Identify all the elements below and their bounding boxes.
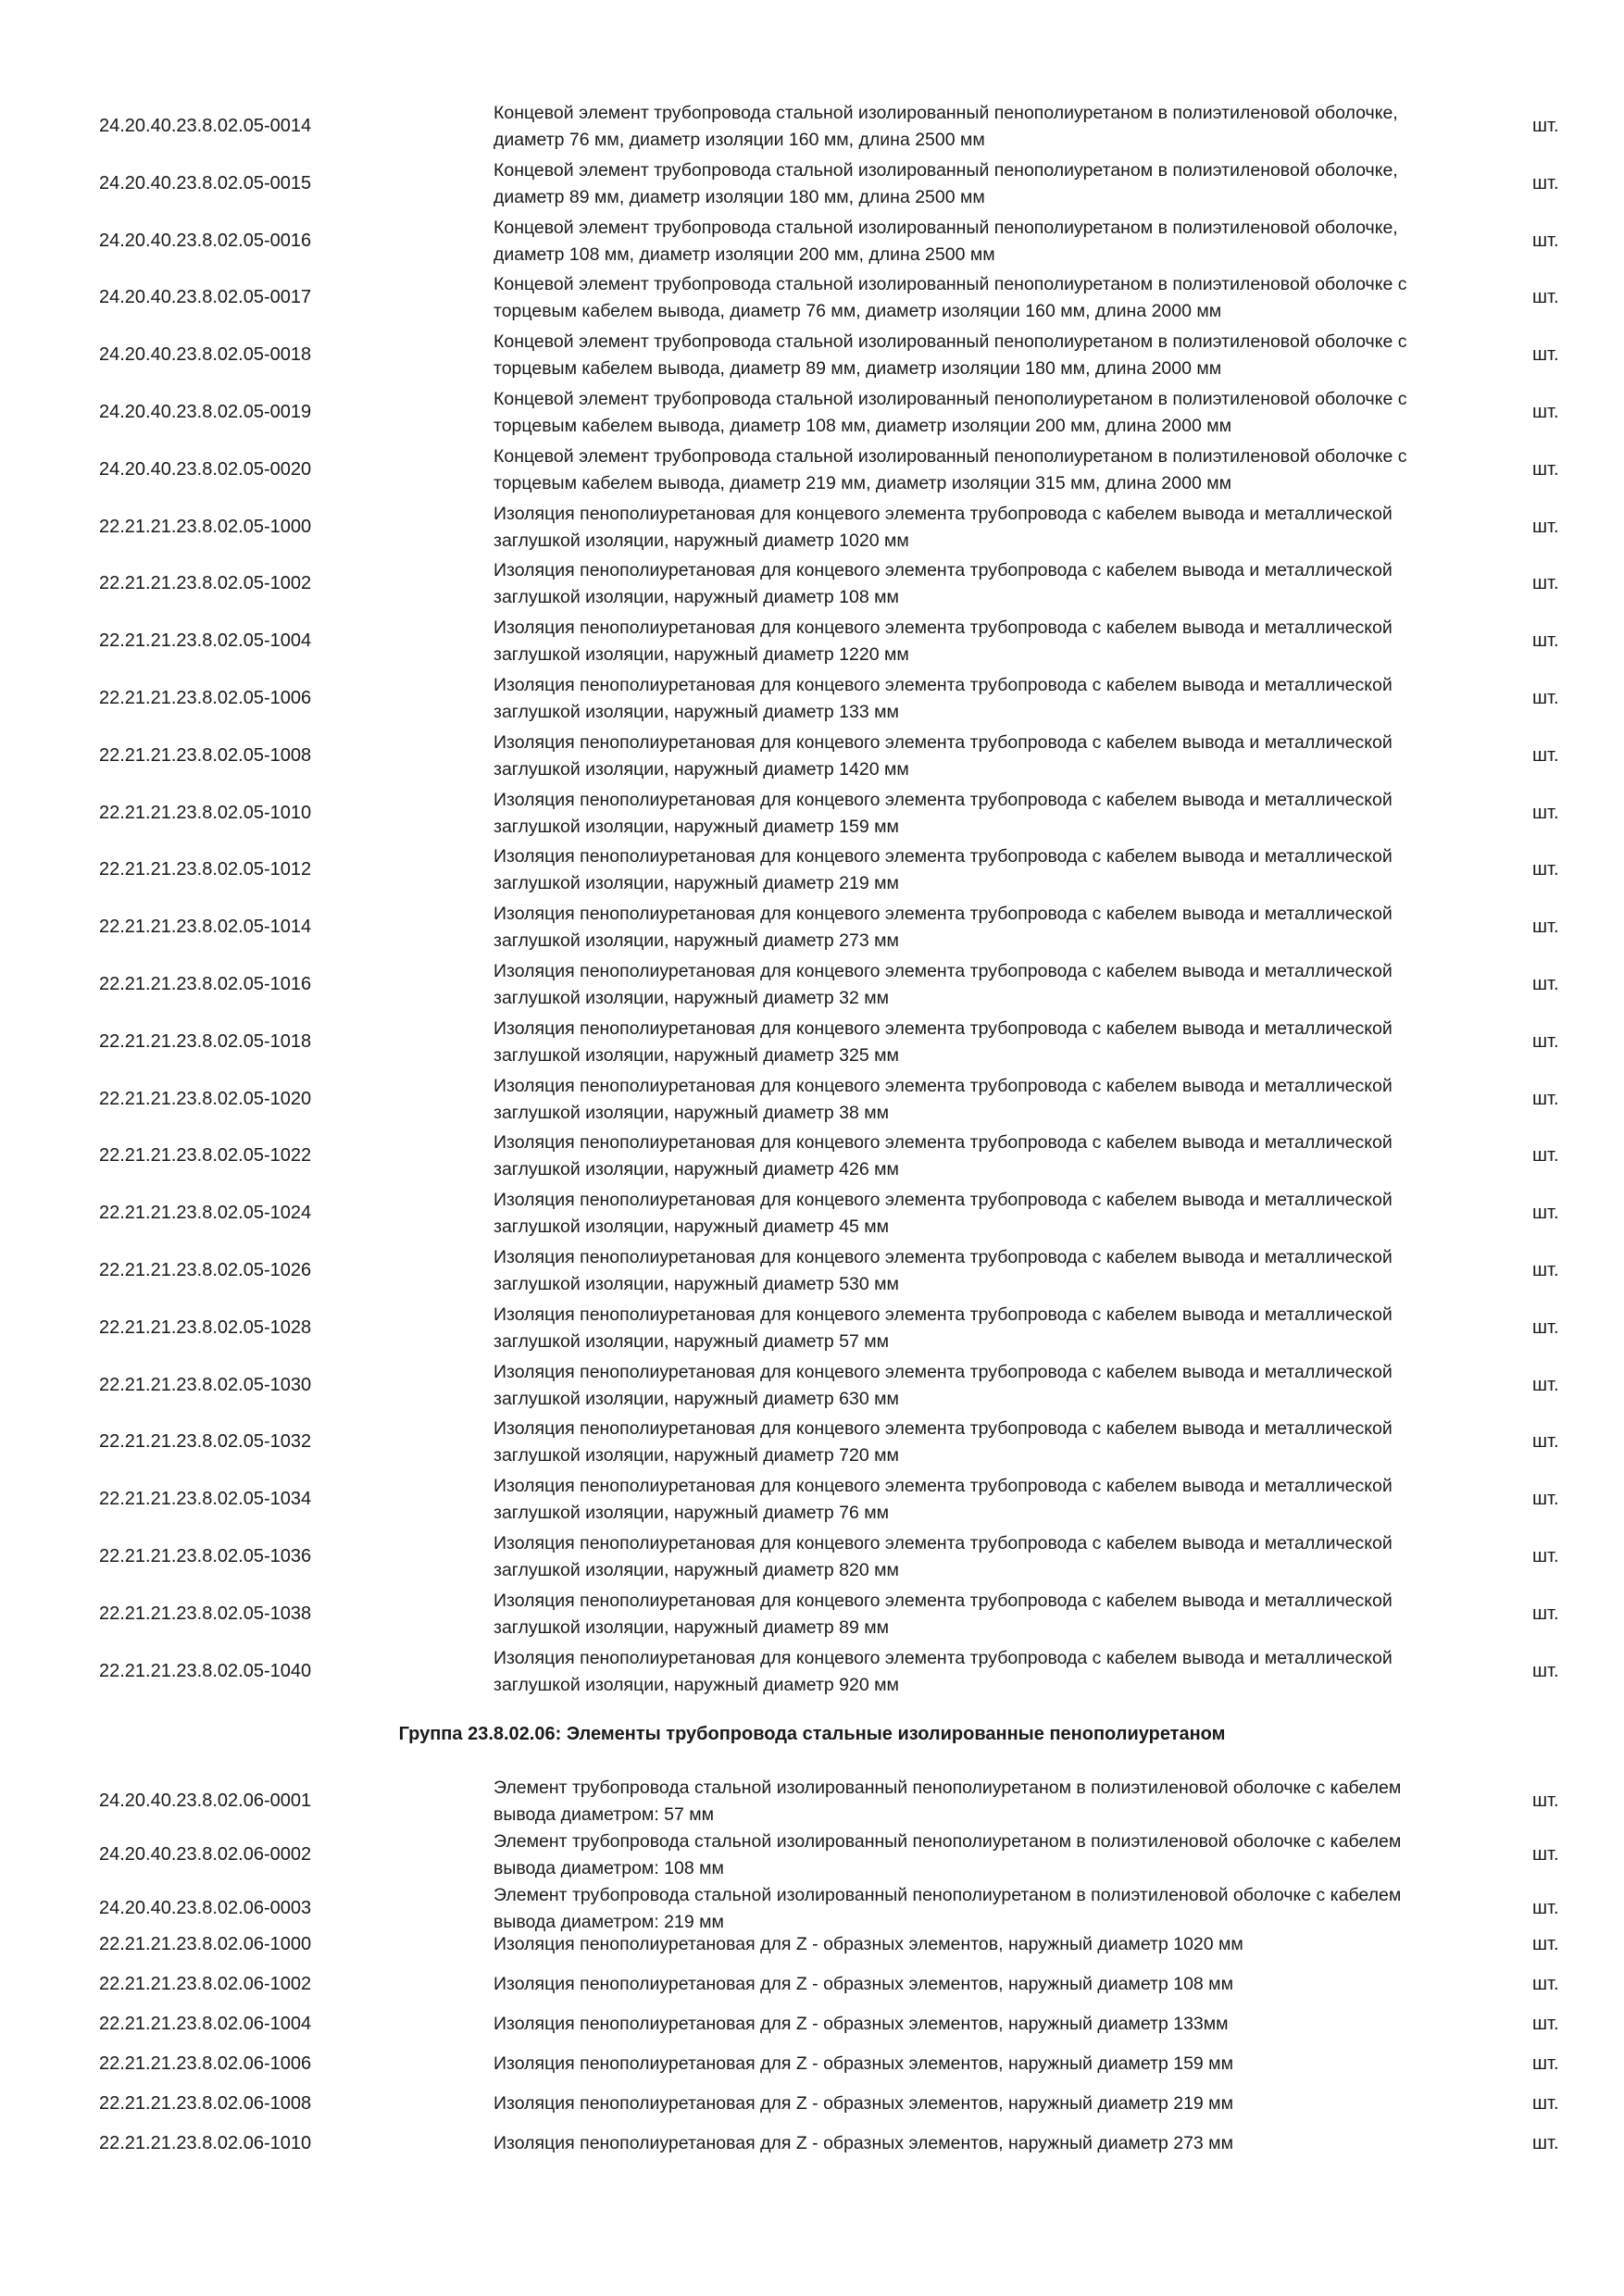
item-description: Концевой элемент трубопровода стальной изолированный пенополиуретаном в полиэтиленовой оболочке, диаметр 89 мм, диаметр изоляции 180 мм, длина 2500 мм	[493, 160, 1398, 207]
item-description: Концевой элемент трубопровода стальной изолированный пенополиуретаном в полиэтиленовой оболочке, диаметр 108 мм, диаметр изоляции 200 мм, длина 2500 мм	[493, 218, 1398, 265]
item-description: Концевой элемент трубопровода стальной изолированный пенополиуретаном в полиэтиленовой оболочке с торцевым кабелем вывода, диаметр 219 мм, диаметр изоляции 315 мм, длина 2000 мм	[493, 446, 1407, 493]
item-code: 22.21.21.23.8.02.05-1016	[99, 974, 312, 994]
item-description: Изоляция пенополиуретановая для концевого элемента трубопровода с кабелем вывода и металлической заглушкой изоляции, наружный диаметр 133 мм	[493, 675, 1393, 722]
item-code: 22.21.21.23.8.02.05-1040	[99, 1661, 312, 1681]
item-code: 22.21.21.23.8.02.05-1002	[99, 573, 312, 593]
item-description: Концевой элемент трубопровода стальной изолированный пенополиуретаном в полиэтиленовой оболочке с торцевым кабелем вывода, диаметр 108 мм, диаметр изоляции 200 мм, длина 2000 мм	[493, 389, 1407, 436]
item-unit: шт.	[1532, 1934, 1559, 1954]
item-unit: шт.	[1532, 459, 1559, 480]
item-description: Изоляция пенополиуретановая для концевого элемента трубопровода с кабелем вывода и металлической заглушкой изоляции, наружный диаметр 720 мм	[493, 1418, 1393, 1466]
item-unit: шт.	[1532, 1031, 1559, 1052]
item-code: 24.20.40.23.8.02.06-0001	[99, 1791, 312, 1811]
item-code: 24.20.40.23.8.02.05-0014	[99, 116, 312, 136]
item-code: 22.21.21.23.8.02.05-1034	[99, 1489, 312, 1509]
item-unit: шт.	[1532, 573, 1559, 593]
item-code: 22.21.21.23.8.02.05-1008	[99, 745, 312, 766]
item-unit: шт.	[1532, 231, 1559, 251]
item-description: Изоляция пенополиуретановая для Z - образных элементов, наружный диаметр 108 мм	[493, 1974, 1233, 1994]
item-description: Изоляция пенополиуретановая для концевого элемента трубопровода с кабелем вывода и металлической заглушкой изоляции, наружный диаметр 45 мм	[493, 1190, 1393, 1237]
item-description: Концевой элемент трубопровода стальной изолированный пенополиуретаном в полиэтиленовой оболочке, диаметр 76 мм, диаметр изоляции 160 мм, длина 2500 мм	[493, 103, 1398, 150]
item-unit: шт.	[1532, 116, 1559, 136]
item-unit: шт.	[1532, 344, 1559, 365]
item-unit: шт.	[1532, 1489, 1559, 1509]
item-code: 22.21.21.23.8.02.05-1018	[99, 1031, 312, 1052]
item-code: 22.21.21.23.8.02.06-1004	[99, 2014, 312, 2034]
item-unit: шт.	[1532, 1546, 1559, 1566]
item-unit: шт.	[1532, 2014, 1559, 2034]
item-description: Изоляция пенополиуретановая для концевого элемента трубопровода с кабелем вывода и металлической заглушкой изоляции, наружный диаметр 76 мм	[493, 1476, 1393, 1523]
item-description: Изоляция пенополиуретановая для концевого элемента трубопровода с кабелем вывода и металлической заглушкой изоляции, наружный диаметр 57 мм	[493, 1304, 1393, 1352]
item-unit: шт.	[1532, 517, 1559, 537]
item-description: Изоляция пенополиуретановая для концевого элемента трубопровода с кабелем вывода и металлической заглушкой изоляции, наружный диаметр 38 мм	[493, 1076, 1393, 1123]
item-description: Изоляция пенополиуретановая для концевого элемента трубопровода с кабелем вывода и металлической заглушкой изоляции, наружный диаметр 325 мм	[493, 1018, 1393, 1066]
item-code: 22.21.21.23.8.02.05-1010	[99, 803, 312, 823]
item-code: 22.21.21.23.8.02.06-1006	[99, 2053, 312, 2074]
item-unit: шт.	[1532, 1898, 1559, 1918]
item-unit: шт.	[1532, 2133, 1559, 2153]
item-unit: шт.	[1532, 803, 1559, 823]
item-unit: шт.	[1532, 1431, 1559, 1452]
item-description: Изоляция пенополиуретановая для концевого элемента трубопровода с кабелем вывода и металлической заглушкой изоляции, наружный диаметр 1020 мм	[493, 504, 1393, 551]
item-unit: шт.	[1532, 1844, 1559, 1865]
group-heading: Группа 23.8.02.06: Элементы трубопровода стальные изолированные пенополиуретаном	[398, 1724, 1226, 1744]
item-unit: шт.	[1532, 1661, 1559, 1681]
item-code: 24.20.40.23.8.02.06-0002	[99, 1844, 312, 1865]
item-description: Изоляция пенополиуретановая для Z - образных элементов, наружный диаметр 133мм	[493, 2014, 1229, 2034]
item-unit: шт.	[1532, 1089, 1559, 1109]
item-unit: шт.	[1532, 1145, 1559, 1166]
item-code: 22.21.21.23.8.02.05-1030	[99, 1375, 312, 1395]
item-description: Концевой элемент трубопровода стальной изолированный пенополиуретаном в полиэтиленовой оболочке с торцевым кабелем вывода, диаметр 76 мм, диаметр изоляции 160 мм, длина 2000 мм	[493, 274, 1407, 321]
item-unit: шт.	[1532, 859, 1559, 880]
item-code: 24.20.40.23.8.02.05-0019	[99, 402, 312, 422]
item-code: 22.21.21.23.8.02.05-1014	[99, 917, 312, 937]
item-unit: шт.	[1532, 1791, 1559, 1811]
item-code: 22.21.21.23.8.02.05-1012	[99, 859, 312, 880]
item-code: 22.21.21.23.8.02.06-1002	[99, 1974, 312, 1994]
item-description: Элемент трубопровода стальной изолированный пенополиуретаном в полиэтиленовой оболочке с кабелем вывода диаметром: 57 мм	[493, 1778, 1402, 1825]
item-code: 24.20.40.23.8.02.06-0003	[99, 1898, 312, 1918]
item-description: Изоляция пенополиуретановая для концевого элемента трубопровода с кабелем вывода и металлической заглушкой изоляции, наружный диаметр 219 мм	[493, 846, 1393, 893]
item-code: 22.21.21.23.8.02.05-1026	[99, 1260, 312, 1280]
item-code: 22.21.21.23.8.02.05-1000	[99, 517, 312, 537]
item-code: 22.21.21.23.8.02.06-1000	[99, 1934, 312, 1954]
item-unit: шт.	[1532, 2053, 1559, 2074]
item-description: Изоляция пенополиуретановая для концевого элемента трубопровода с кабелем вывода и металлической заглушкой изоляции, наружный диаметр 426 мм	[493, 1132, 1393, 1179]
item-code: 24.20.40.23.8.02.05-0016	[99, 231, 312, 251]
item-description: Изоляция пенополиуретановая для Z - образных элементов, наружный диаметр 1020 мм	[493, 1934, 1243, 1954]
item-unit: шт.	[1532, 402, 1559, 422]
item-description: Изоляция пенополиуретановая для концевого элемента трубопровода с кабелем вывода и металлической заглушкой изоляции, наружный диаметр 1220 мм	[493, 618, 1393, 665]
item-code: 22.21.21.23.8.02.06-1010	[99, 2133, 312, 2153]
item-description: Изоляция пенополиуретановая для концевого элемента трубопровода с кабелем вывода и металлической заглушкой изоляции, наружный диаметр 89 мм	[493, 1591, 1393, 1638]
item-description: Изоляция пенополиуретановая для концевого элемента трубопровода с кабелем вывода и металлической заглушкой изоляции, наружный диаметр 108 мм	[493, 560, 1393, 607]
item-unit: шт.	[1532, 2093, 1559, 2114]
item-unit: шт.	[1532, 1974, 1559, 1994]
item-code: 24.20.40.23.8.02.05-0018	[99, 344, 312, 365]
item-unit: шт.	[1532, 1317, 1559, 1338]
item-code: 24.20.40.23.8.02.05-0020	[99, 459, 312, 480]
item-code: 22.21.21.23.8.02.05-1020	[99, 1089, 312, 1109]
item-unit: шт.	[1532, 917, 1559, 937]
item-description: Изоляция пенополиуретановая для концевого элемента трубопровода с кабелем вывода и металлической заглушкой изоляции, наружный диаметр 530 мм	[493, 1247, 1393, 1294]
item-description: Изоляция пенополиуретановая для концевого элемента трубопровода с кабелем вывода и металлической заглушкой изоляции, наружный диаметр 820 мм	[493, 1533, 1393, 1580]
item-code: 22.21.21.23.8.02.05-1032	[99, 1431, 312, 1452]
item-unit: шт.	[1532, 974, 1559, 994]
item-unit: шт.	[1532, 287, 1559, 307]
item-code: 24.20.40.23.8.02.05-0015	[99, 173, 312, 193]
item-code: 22.21.21.23.8.02.05-1028	[99, 1317, 312, 1338]
item-code: 22.21.21.23.8.02.05-1004	[99, 630, 312, 651]
item-unit: шт.	[1532, 1603, 1559, 1624]
item-description: Изоляция пенополиуретановая для Z - образных элементов, наружный диаметр 273 мм	[493, 2133, 1233, 2153]
item-description: Изоляция пенополиуретановая для концевого элемента трубопровода с кабелем вывода и металлической заглушкой изоляции, наружный диаметр 273 мм	[493, 904, 1393, 951]
item-description: Концевой элемент трубопровода стальной изолированный пенополиуретаном в полиэтиленовой оболочке с торцевым кабелем вывода, диаметр 89 мм, диаметр изоляции 180 мм, длина 2000 мм	[493, 331, 1407, 379]
item-unit: шт.	[1532, 688, 1559, 708]
item-description: Изоляция пенополиуретановая для концевого элемента трубопровода с кабелем вывода и металлической заглушкой изоляции, наружный диаметр 630 мм	[493, 1362, 1393, 1409]
item-code: 22.21.21.23.8.02.05-1038	[99, 1603, 312, 1624]
item-description: Изоляция пенополиуретановая для концевого элемента трубопровода с кабелем вывода и металлической заглушкой изоляции, наружный диаметр 920 мм	[493, 1648, 1393, 1695]
item-description: Изоляция пенополиуретановая для концевого элемента трубопровода с кабелем вывода и металлической заглушкой изоляции, наружный диаметр 1420 мм	[493, 732, 1393, 780]
item-code: 22.21.21.23.8.02.05-1022	[99, 1145, 312, 1166]
item-unit: шт.	[1532, 745, 1559, 766]
item-description: Изоляция пенополиуретановая для концевого элемента трубопровода с кабелем вывода и металлической заглушкой изоляции, наружный диаметр 32 мм	[493, 961, 1393, 1008]
item-description: Элемент трубопровода стальной изолированный пенополиуретаном в полиэтиленовой оболочке с кабелем вывода диаметром: 108 мм	[493, 1831, 1402, 1878]
item-unit: шт.	[1532, 1260, 1559, 1280]
item-description: Изоляция пенополиуретановая для Z - образных элементов, наружный диаметр 159 мм	[493, 2053, 1233, 2074]
item-code: 22.21.21.23.8.02.06-1008	[99, 2093, 312, 2114]
item-unit: шт.	[1532, 630, 1559, 651]
item-description: Элемент трубопровода стальной изолированный пенополиуретаном в полиэтиленовой оболочке с кабелем вывода диаметром: 219 мм	[493, 1885, 1402, 1932]
item-unit: шт.	[1532, 1203, 1559, 1223]
item-code: 22.21.21.23.8.02.05-1036	[99, 1546, 312, 1566]
item-code: 22.21.21.23.8.02.05-1024	[99, 1203, 312, 1223]
item-unit: шт.	[1532, 1375, 1559, 1395]
item-code: 24.20.40.23.8.02.05-0017	[99, 287, 312, 307]
item-code: 22.21.21.23.8.02.05-1006	[99, 688, 312, 708]
item-unit: шт.	[1532, 173, 1559, 193]
item-description: Изоляция пенополиуретановая для концевого элемента трубопровода с кабелем вывода и металлической заглушкой изоляции, наружный диаметр 159 мм	[493, 790, 1393, 837]
item-description: Изоляция пенополиуретановая для Z - образных элементов, наружный диаметр 219 мм	[493, 2093, 1233, 2114]
